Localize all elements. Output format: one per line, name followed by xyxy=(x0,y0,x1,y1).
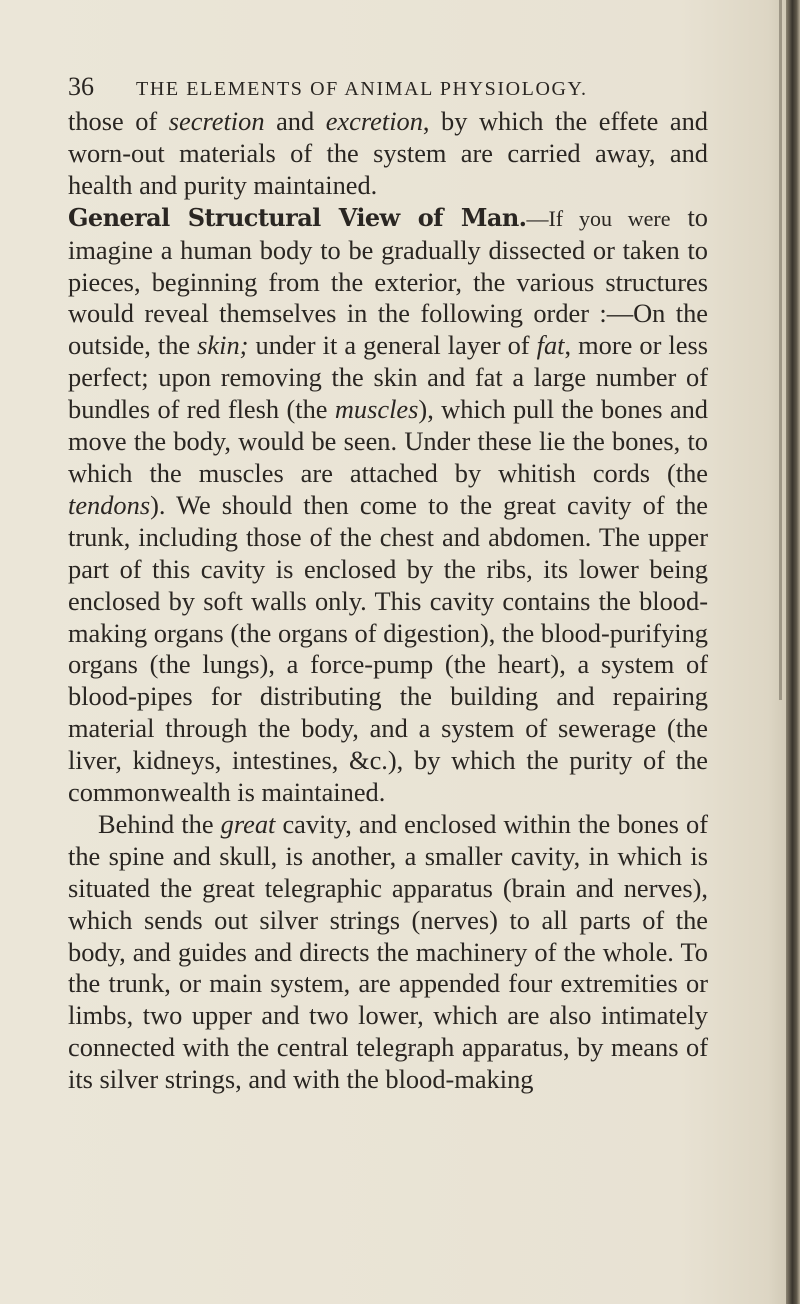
running-title: THE ELEMENTS OF ANIMAL PHYSIOLOGY. xyxy=(136,78,588,100)
text-run: cavity, and enclosed within the bones of the spine and skull, is another, a smaller cavity, in which is situated the great telegraphic apparatus (brain and nerves), which sends out silver strings (nerves) to all parts of the body, and guides and directs the machinery of the whole. To the trunk, or main system, are appended four extremities or limbs, two upper and two lower, which are also intimately connected with the central telegraph apparatus, by means of its silver strings, and with the blood-making xyxy=(68,808,708,1095)
italic-term: great xyxy=(220,808,276,839)
heading-lead: —If you were xyxy=(526,205,671,231)
page-number: 36 xyxy=(68,72,94,101)
text-run: Behind the xyxy=(98,808,221,839)
text-run: and xyxy=(264,106,326,136)
italic-term: tendons xyxy=(68,489,151,520)
page-edge-shadow xyxy=(786,0,800,1304)
paragraph-structural-view xyxy=(68,202,708,809)
text-run: to imagine a human body to be gradually dissected or taken to pieces, beginning from the exterior, the various structures would reveal themselves in the following order :—On the outside, the xyxy=(68,201,708,361)
page-fold-line xyxy=(779,0,782,700)
section-heading: General Structural View of Man. xyxy=(68,202,527,232)
italic-term: fat xyxy=(536,330,565,361)
text-run: ), which pull the bones and move the body, would be seen. Under these lie the bones, to which the muscles are attached by whitish cords (the xyxy=(68,394,708,488)
italic-term: excretion xyxy=(325,106,423,136)
text-run: , more or less perfect; upon removing the skin and fat a large number of bundles of red flesh (the xyxy=(68,330,708,425)
page-header xyxy=(68,72,708,104)
paragraph-continuation xyxy=(68,106,708,202)
text-run: those of xyxy=(68,106,169,136)
text-run: ). We should then come to the great cavity of the trunk, including those of the chest and abdomen. The upper part of this cavity is enclosed by the ribs, its lower being enclosed by soft walls only. This cavity contains the blood-making organs (the organs of digestion), the blood-purifying organs (the lungs), a force-pump (the heart), a system of blood-pipes for distributing the building and repairing material through the body, and a system of sewerage (the liver, kidneys, intestines, &c.), by which the purity of the commonwealth is maintained. xyxy=(68,489,708,808)
italic-term: muscles xyxy=(334,394,419,425)
italic-term: secretion xyxy=(168,106,265,136)
italic-term: skin; xyxy=(197,330,249,361)
body-text xyxy=(68,106,708,1096)
paragraph-behind-cavity xyxy=(68,809,708,1096)
text-run: , by which the effete and worn-out materials of the system are carried away, and health and purity maintained. xyxy=(68,106,708,200)
text-run: under it a general layer of xyxy=(248,330,537,361)
